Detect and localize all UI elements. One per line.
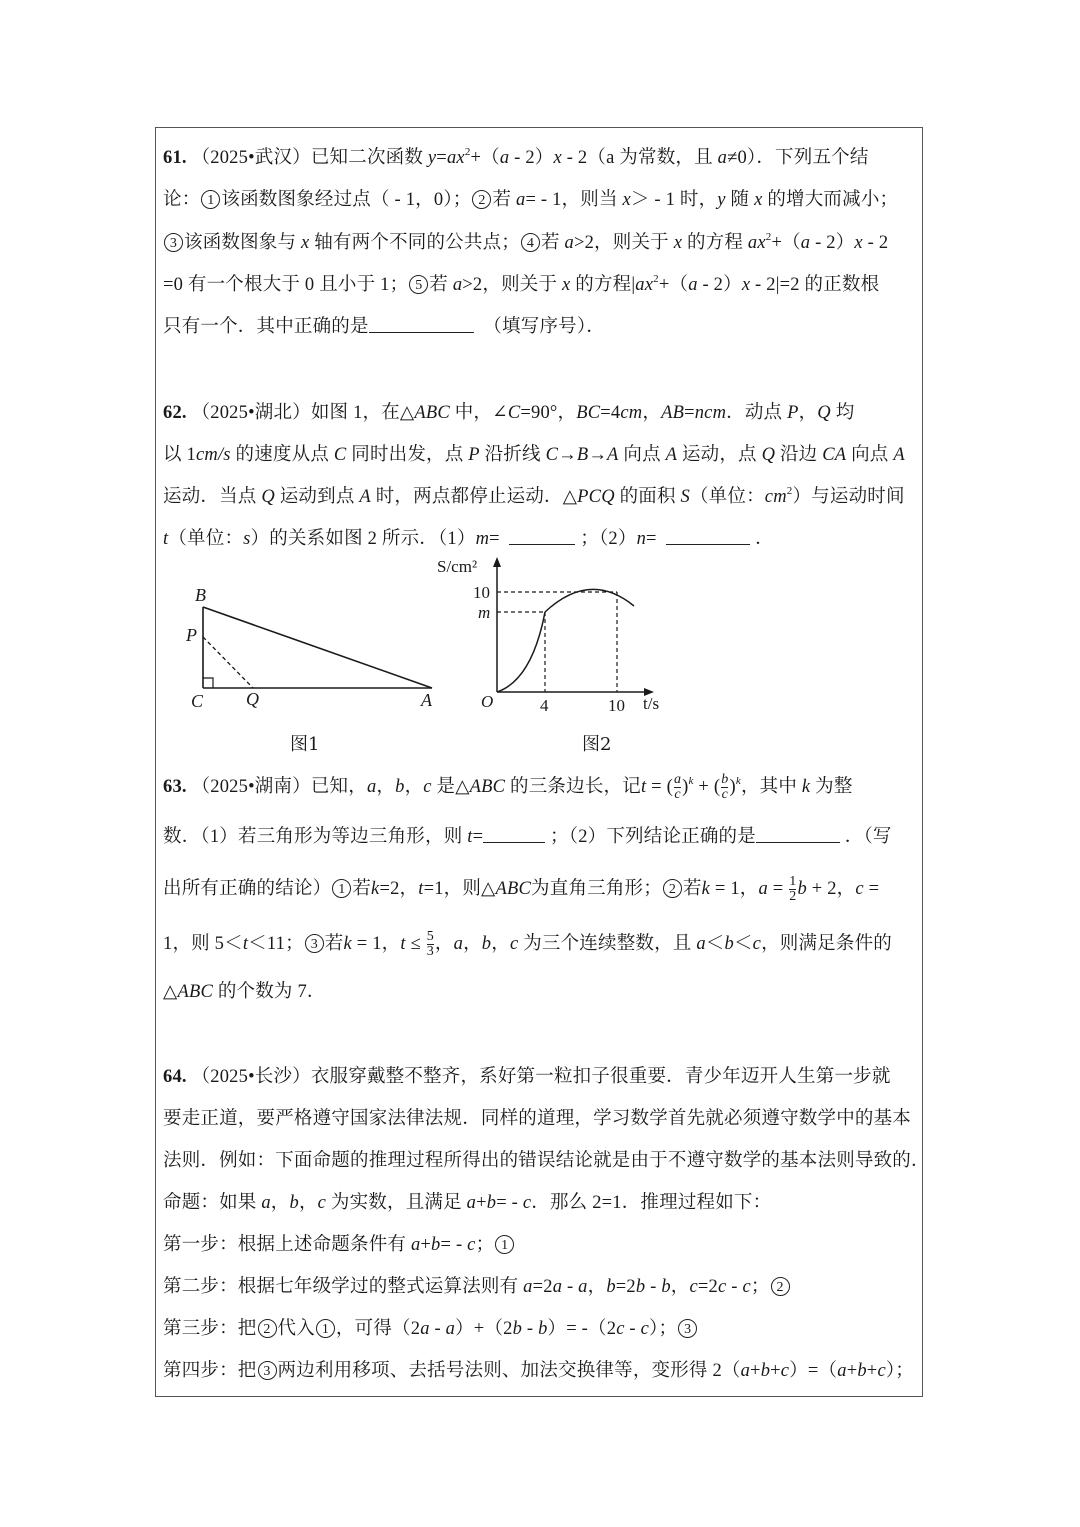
text: ．那么 2=1．推理过程如下：: [531, 1193, 772, 1213]
text: ＜11；: [248, 934, 304, 954]
text: =2，: [379, 879, 419, 899]
answer-blank-t[interactable]: [483, 828, 545, 843]
circled-number-5: 5: [409, 275, 428, 294]
answer-blank[interactable]: [369, 318, 474, 333]
text: 向点: [623, 445, 661, 465]
text: ）；: [885, 1361, 915, 1381]
text: =: [472, 827, 484, 847]
text: 命题：如果: [163, 1193, 257, 1213]
text: 第三步：把: [163, 1319, 257, 1339]
q61-line-4: =0 有一个根大于 0 且小于 1； 5 若 a>2，则关于 x 的方程$|ax^2+(a - 2)x - 2|=2$ 的正数根: [163, 273, 880, 295]
text: =0 有一个根大于 0 且小于 1；: [163, 275, 409, 295]
label-A: A: [421, 690, 432, 710]
answer-blank-conclusions[interactable]: [756, 828, 840, 843]
q61-line-2: 论： 1 该函数图象经过点（ - 1，0）； 2 若 a= - 1，则当 x＞ - 1 时，y 随 x 的增大而减小；: [163, 190, 899, 210]
question-source: （2025•湖北）: [191, 403, 311, 423]
q63-line-5: △ABC 的个数为 7．: [163, 982, 326, 1002]
text: ）的关系如图 2 所示．（1）: [250, 529, 476, 549]
text: 的速度从点: [235, 445, 330, 465]
text: 沿折线: [484, 445, 541, 465]
label-C: C: [191, 691, 204, 711]
q63-line-3: 出所有正确的结论） 1 若k=2，t=1，则△ABC为直角三角形； 2 若k = 1，a = $\frac{1}{2}$ b + 2，c =: [163, 874, 880, 905]
text: 为直角三角形；: [531, 879, 662, 899]
text: 轴有两个不同的公共点；: [314, 233, 520, 253]
text: ，: [798, 403, 818, 423]
text: 法则．例如：下面命题的推理过程所得出的错误结论就是由于不遵守数学的基本法则导致的．: [163, 1151, 930, 1171]
circled-number-1: 1: [332, 879, 351, 898]
text: 如图 1，在△: [310, 403, 415, 423]
text: （单位：: [168, 529, 244, 549]
text: 1，则 5＜: [163, 934, 243, 954]
text: 要走正道，要严格遵守国家法律法规．同样的道理，学习数学首先就必须遵守数学中的基本: [163, 1109, 912, 1129]
figure-1-triangle: [180, 575, 450, 715]
text: =: [767, 879, 789, 899]
text: 的三条边长，记: [510, 777, 641, 797]
text: >2，则关于: [573, 233, 669, 253]
q64-step-2: 第二步：根据七年级学过的整式运算法则有 a=2a - a，b=2b - b，c=2c - c； 2: [163, 1272, 791, 1298]
text: ，: [434, 934, 454, 954]
circled-number-3: 3: [164, 233, 183, 252]
fraction-a-over-c: $\frac{a}{c}$: [673, 772, 682, 803]
origin-label: O: [481, 692, 494, 711]
q62-line-2: 以 1cm/s 的速度从点 C 同时出发，点 P 沿折线 C→B→A 向点 A 运动，点 Q 沿边 CA 向点 A: [163, 445, 905, 465]
text: 第二步：根据七年级学过的整式运算法则有: [163, 1277, 519, 1297]
figure-2-graph: [430, 550, 675, 720]
text: =4: [600, 403, 621, 423]
circled-number-2: 2: [771, 1277, 790, 1296]
text: 0）．下列五个结: [737, 148, 869, 168]
text: 为实数，且满足: [330, 1193, 462, 1213]
text: 两边利用移项、去括号法则、加法交换律等，变形得 2（: [277, 1361, 741, 1381]
text: （单位：: [689, 487, 765, 507]
question-source: （2025•武汉）: [191, 148, 311, 168]
text: 的个数为 7．: [217, 982, 326, 1002]
text: 的方程: [686, 233, 744, 253]
q61-line-3: 3 该函数图象与 x 轴有两个不同的公共点； 4 若 a>2，则关于 x 的方程 $ax^2+(a - 2)x - 2$: [163, 228, 888, 254]
label-Q: Q: [246, 689, 259, 709]
q61-line-1: 61. （2025•武汉）已知二次函数 $y=ax^2+(a - 2)x - 2(a$ 为常数，且 a≠0）．下列五个结: [163, 146, 869, 168]
text: 运动到点: [279, 487, 355, 507]
q62-line-1: 62. （2025•湖北）如图 1，在△ABC 中，∠C=90°，BC=4cm，AB=ncm．动点 P，Q 均: [163, 403, 855, 423]
text: ；（2）: [580, 529, 637, 549]
text: 第一步：根据上述命题条件有: [163, 1235, 407, 1255]
text: 为三个连续整数，且: [523, 934, 692, 954]
text: （填写序号）．: [483, 317, 606, 337]
q62-line-3: 运动．当点 Q 运动到点 A 时，两点都停止运动．△PCQ 的面积 S（单位：$cm^2$）与运动时间: [163, 485, 905, 507]
text: 若: [352, 879, 372, 899]
text: ）=（: [789, 1361, 838, 1381]
text: ，: [642, 403, 662, 423]
answer-blank-m[interactable]: [509, 530, 575, 545]
circled-number-2: 2: [258, 1319, 277, 1338]
question-number: 63.: [163, 777, 187, 797]
text: =90°，: [520, 403, 577, 423]
fraction-five-thirds: $\frac{5}{3}$: [426, 929, 434, 960]
circled-number-2: 2: [663, 879, 682, 898]
text: ）与运动时间: [792, 487, 905, 507]
text: >2，则关于: [462, 275, 558, 295]
q64-step-1: 第一步：根据上述命题条件有 a+b= - c； 1: [163, 1230, 515, 1256]
fraction-one-half: $\frac{1}{2}$: [789, 874, 797, 905]
y-tick-10: 10: [473, 583, 490, 602]
y-tick-m: m: [478, 603, 491, 622]
circled-number-4: 4: [521, 233, 540, 252]
text: （a 为常数，且: [587, 148, 713, 168]
q64-line-3: [163, 1146, 930, 1172]
x-tick-4: 4: [540, 696, 549, 715]
text: =1，则△: [423, 879, 496, 899]
fraction-b-over-c: $\frac{b}{c}$: [721, 772, 729, 803]
text: 若: [324, 934, 344, 954]
text: 论：: [163, 190, 201, 210]
text: 为整: [815, 777, 853, 797]
text: ．动点: [726, 403, 783, 423]
circled-number-1: 1: [495, 1235, 514, 1254]
text: = 1，: [710, 879, 759, 899]
question-number: 64.: [163, 1067, 187, 1087]
text: ，可得（2: [335, 1319, 421, 1339]
x-tick-10: 10: [608, 696, 625, 715]
text: ＞ - 1 时，: [630, 190, 718, 210]
text: 第四步：把: [163, 1361, 257, 1381]
text: 若: [540, 233, 560, 253]
text: ．: [755, 529, 774, 549]
text: 出所有正确的结论）: [163, 879, 332, 899]
text: 同时出发，点: [351, 445, 464, 465]
y-axis-label: S/cm²: [437, 557, 478, 576]
text: ，其中: [740, 777, 798, 797]
circled-number-3: 3: [305, 934, 324, 953]
text: = 1，: [351, 934, 401, 954]
circled-number-1: 1: [201, 190, 220, 209]
q61-line-5: [163, 312, 605, 338]
text: 的面积: [619, 487, 676, 507]
q64-line-1: [163, 1062, 891, 1088]
text: 该函数图象与: [184, 233, 297, 253]
text: 中，∠: [454, 403, 508, 423]
text: ．（写: [844, 827, 892, 847]
q64-step-4: 第四步：把 3 两边利用移项、去括号法则、加法交换律等，变形得 2（a+b+c）=（a+b+c）；: [163, 1361, 915, 1381]
circled-number-3: 3: [678, 1319, 697, 1338]
q64-line-2: [163, 1104, 911, 1130]
text: + 2，: [806, 879, 856, 899]
text: =: [684, 403, 695, 423]
circled-number-2: 2: [472, 190, 491, 209]
text: 若: [682, 879, 702, 899]
text: 运动．当点: [163, 487, 257, 507]
text: ≤: [405, 934, 426, 954]
text: 代入: [277, 1319, 315, 1339]
circled-number-1: 1: [316, 1319, 335, 1338]
text: ；（2）下列结论正确的是: [550, 827, 756, 847]
text: 该函数图象经过点（ - 1，0）；: [221, 190, 472, 210]
text: ，则满足条件的: [761, 934, 892, 954]
text: 已知二次函数: [310, 148, 424, 168]
text: △: [163, 982, 178, 1002]
label-B: B: [195, 585, 206, 605]
label-P: P: [186, 625, 197, 645]
answer-blank-n[interactable]: [666, 530, 750, 545]
text: 运动，点: [681, 445, 757, 465]
text: 随: [730, 190, 750, 210]
text: 沿边: [779, 445, 818, 465]
x-axis-label: t/s: [643, 694, 660, 713]
text: 时，两点都停止运动．△: [375, 487, 578, 507]
text: 的增大而减小；: [767, 190, 899, 210]
question-source: （2025•长沙）: [191, 1067, 311, 1087]
figure-2-caption: 图2: [582, 734, 612, 755]
text: 衣服穿戴整不整齐，系好第一粒扣子很重要．青少年迈开人生第一步就: [310, 1067, 891, 1087]
circled-number-3: 3: [258, 1361, 277, 1380]
q63-line-1: 63. （2025•湖南）已知，a，b，c 是△ABC 的三条边长，记t = ( $\frac{a}{c}$ )$^k$ + ( $\frac{b}{c}$ )$^k$，其中 k 为整: [163, 772, 853, 803]
question-number: 61.: [163, 148, 187, 168]
text: 的方程|: [575, 275, 636, 295]
text: 是△: [436, 777, 470, 797]
text: 以 1: [163, 445, 196, 465]
text: 已知，: [310, 777, 367, 797]
q64-line-4: 命题：如果 a，b，c 为实数，且满足 a+b= - c．那么 2=1．推理过程如下：: [163, 1193, 772, 1213]
q62-line-4: t（单位：s）的关系如图 2 所示．（1）m= ；（2）n= ．: [163, 529, 774, 549]
q63-line-2: 数．（1）若三角形为等边三角形，则 t= ；（2）下列结论正确的是 ．（写: [163, 827, 892, 847]
q63-line-4: 1，则 5＜t＜11； 3 若k = 1，t ≤ $\frac{5}{3}$ ，a，b，c 为三个连续整数，且 a＜b＜c，则满足条件的: [163, 929, 892, 960]
text: 均: [835, 403, 855, 423]
text: 若: [492, 190, 512, 210]
question-source: （2025•湖南）: [191, 777, 311, 797]
q64-step-3: 第三步：把 2 代入 1 ，可得（2a - a）+（2b - b）= -（2c - c）； 3: [163, 1314, 698, 1340]
text: =: [646, 529, 662, 549]
text: 数．（1）若三角形为等边三角形，则: [163, 827, 463, 847]
text: 只有一个．其中正确的是: [163, 317, 369, 337]
figure-1-caption: 图1: [290, 734, 320, 755]
text: |=2 的正数根: [775, 275, 880, 295]
text: 向点: [851, 445, 889, 465]
text: =: [489, 529, 505, 549]
text: =: [863, 879, 880, 899]
question-number: 62.: [163, 403, 187, 423]
text: 若: [429, 275, 448, 295]
text: = - 1，则当: [525, 190, 618, 210]
